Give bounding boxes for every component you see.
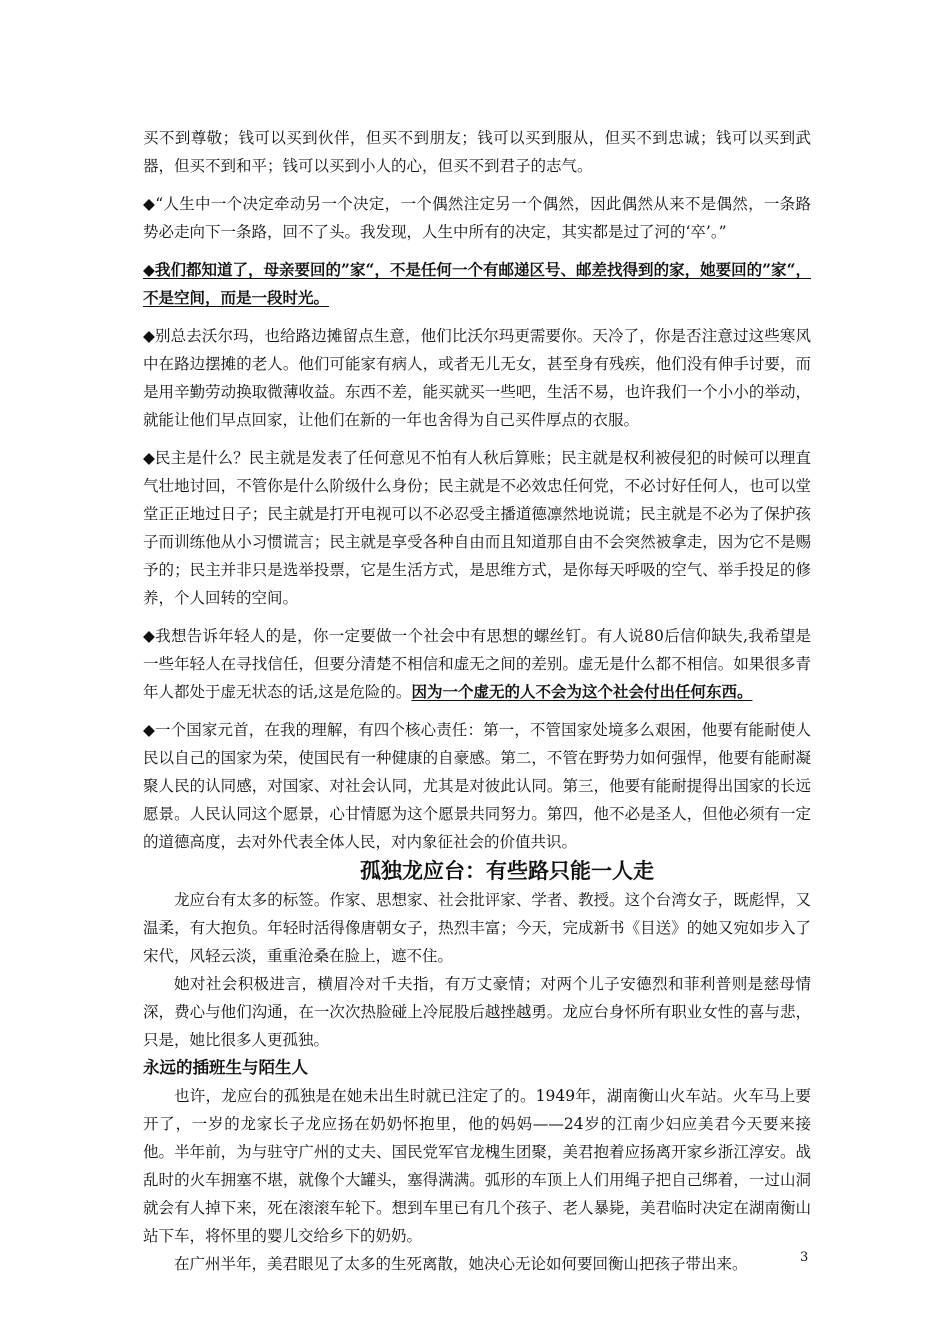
article-title: 孤独龙应台：有些路只能一人走 bbox=[360, 859, 654, 883]
paragraph-money: 买不到尊敬；钱可以买到伙伴，但买不到朋友；钱可以买到服从，但买不到忠诚；钱可以买到武器，但买不到和平；钱可以买到小人的心，但买不到君子的志气。 bbox=[143, 129, 811, 175]
article-body-2: 在广州半年，美君眼见了太多的生死离散，她决心无论如何要回衡山把孩子带出来。 bbox=[174, 1255, 748, 1273]
young-people-text: ◆我想告诉年轻人的是，你一定要做一个社会中有思想的螺丝钉。有人说80后信仰缺失,我希望是一些年轻人在寻找信任，但要分清楚不相信和虚无之间的差别。虚无是什么都不相信。如果很多青年人都处于虚无状态的话,这是危险的。 bbox=[143, 627, 811, 701]
paragraph-decisions-quote: ◆“人生中一个决定牵动另一个决定，一个偶然注定另一个偶然，因此偶然从来不是偶然，一条路势必走向下一条路，回不了头。我发现，人生中所有的决定，其实都是过了河的‘卒’。” bbox=[143, 195, 811, 241]
young-people-emphasis: 因为一个虚无的人不会为这个社会付出任何东西。 bbox=[411, 682, 753, 701]
article-intro-1: 龙应台有太多的标签。作家、思想家、社会批评家、学者、教授。这个台湾女子，既彪悍，又温柔，有大抱负。年轻时活得像唐朝女子，热烈丰富；今天，完成新书《目送》的她又宛如步入了宋代，风轻云淡，重重沧桑在脸上，遮不住。 bbox=[143, 891, 811, 965]
paragraph-young-people bbox=[143, 622, 811, 706]
page-number: 3 bbox=[800, 1250, 809, 1265]
paragraph-head-of-state: ◆一个国家元首，在我的理解，有四个核心责任：第一，不管国家处境多么艰困，他要有能耐使人民以自己的国家为荣，使国民有一种健康的自豪感。第二，不管在野势力如何强悍，他要有能耐凝聚人民的认同感，对国家、对社会认同，尤其是对彼此认同。第三，他要有能耐提得出国家的长远愿景。人民认同这个愿景，心甘情愿为这个愿景共同努力。第四，他不必是圣人，但他必须有一定的道德高度，去对外代表全体人民，对内象征社会的价值共识。 bbox=[143, 721, 811, 851]
paragraph-mother-home: ◆我们都知道了，母亲要回的”家“，不是任何一个有邮递区号、邮差找得到的家，她要回的”家“，不是空间，而是一段时光。 bbox=[143, 260, 811, 307]
article-body-1: 也许，龙应台的孤独是在她未出生时就已注定了的。1949年，湖南衡山火车站。火车马上要开了，一岁的龙家长子龙应扬在奶奶怀抱里，他的妈妈——24岁的江南少妇应美君今天要来接他。半年前，为与驻守广州的丈夫、国民党军官龙槐生团聚，美君抱着应扬离开家乡浙江淳安。战乱时的火车拥塞不堪，就像个大罐头，塞得满满。弧形的车顶上人们用绳子把自己绑着，一过山洞就会有人掉下来，死在滚滚车轮下。想到车里已有几个孩子、老人暴毙，美君临时决定在湖南衡山站下车，将怀里的婴儿交给乡下的奶奶。 bbox=[143, 1087, 811, 1245]
paragraph-street-stalls: ◆别总去沃尔玛，也给路边摊留点生意，他们比沃尔玛更需要你。天冷了，你是否注意过这些寒风中在路边摆摊的老人。他们可能家有病人，或者无儿无女，甚至身有残疾，他们没有伸手讨要，而是用辛勤劳动换取微薄收益。东西不差，能买就买一些吧，生活不易，也许我们一个小小的举动，就能让他们早点回家，让他们在新的一年也舍得为自己买件厚点的衣服。 bbox=[143, 327, 811, 429]
section-title: 永远的插班生与陌生人 bbox=[143, 1058, 308, 1077]
paragraph-democracy: ◆民主是什么？民主就是发表了任何意见不怕有人秋后算账；民主就是权利被侵犯的时候可以理直气壮地讨回，不管你是什么阶级什么身份；民主就是不必效忠任何党，不必讨好任何人，也可以堂堂正正地过日子；民主就是打开电视可以不必忍受主播道德凛然地说谎；民主就是不必为了保护孩子而训练他从小习惯谎言；民主就是享受各种自由而且知道那自由不会突然被拿走，因为它不是赐予的；民主并非只是选举投票，它是生活方式，是思维方式，是你每天呼吸的空气、举手投足的修养，个人回转的空间。 bbox=[143, 449, 811, 607]
article-intro-2: 她对社会积极进言，横眉冷对千夫指，有万丈豪情；对两个儿子安德烈和菲利普则是慈母情深，费心与他们沟通，在一次次热脸碰上冷屁股后越挫越勇。龙应台身怀所有职业女性的喜与悲，只是，她比很多人更孤独。 bbox=[143, 975, 811, 1049]
page-content bbox=[143, 124, 811, 1278]
